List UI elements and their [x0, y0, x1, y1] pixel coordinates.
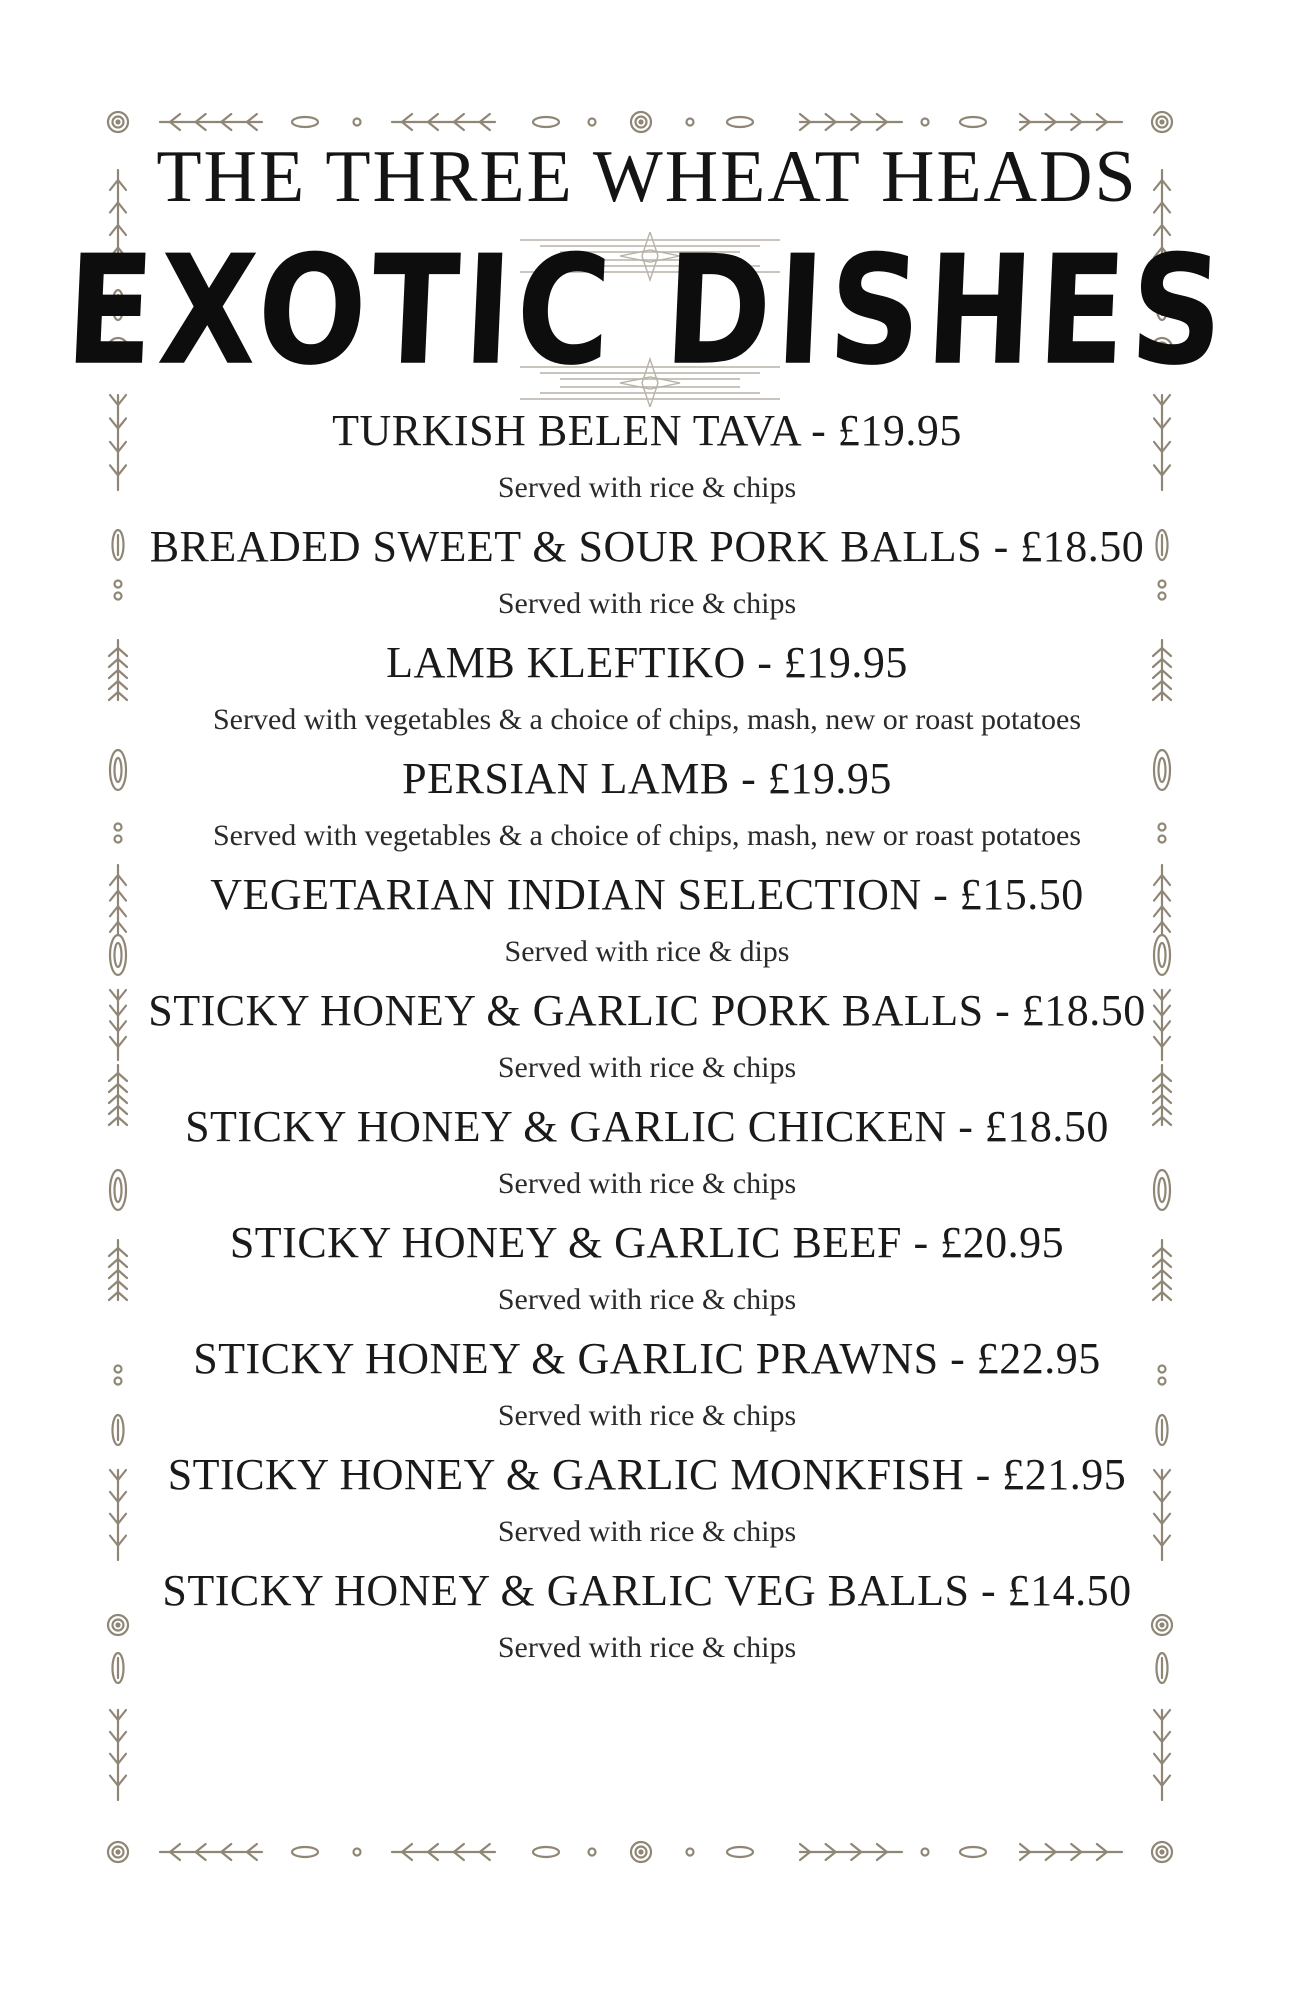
menu-item: [110, 635, 1184, 751]
item-name: STICKY HONEY & GARLIC CHICKEN - £18.50: [185, 1102, 1109, 1151]
item-description: Served with rice & chips: [497, 587, 797, 620]
item-description: Served with rice & chips: [497, 1631, 797, 1664]
dot-ornament: [687, 1849, 694, 1856]
item-description: Served with rice & chips: [497, 471, 797, 504]
item-description: Served with rice & chips: [497, 1515, 797, 1548]
item-name: PERSIAN LAMB - £19.95: [402, 754, 892, 803]
item-name: STICKY HONEY & GARLIC VEG BALLS - £14.50: [162, 1566, 1132, 1615]
leaf-ornament: [533, 1847, 559, 1857]
menu-list: [110, 403, 1184, 1679]
leaf-ornament: [533, 117, 559, 127]
item-name: BREADED SWEET & SOUR PORK BALLS - £18.50: [149, 522, 1145, 571]
leaf-ornament: [960, 117, 986, 127]
menu-item: [110, 751, 1184, 867]
menu-item: [110, 867, 1184, 983]
dot-ornament: [687, 119, 694, 126]
dot-ornament: [354, 119, 361, 126]
item-description: Served with rice & chips: [497, 1399, 797, 1432]
dot-ornament: [354, 1849, 361, 1856]
item-description: Served with rice & dips: [504, 935, 790, 968]
menu-item: [110, 519, 1184, 635]
dot-ornament: [922, 119, 929, 126]
spiral-ornament: [640, 121, 643, 124]
menu-item: [110, 1447, 1184, 1563]
item-description: Served with rice & chips: [497, 1283, 797, 1316]
dot-ornament: [589, 119, 596, 126]
leaf-ornament: [292, 1847, 318, 1857]
leaf-ornament: [727, 117, 753, 127]
item-name: VEGETARIAN INDIAN SELECTION - £15.50: [210, 870, 1084, 919]
item-name: TURKISH BELEN TAVA - £19.95: [332, 406, 962, 455]
dot-ornament: [922, 1849, 929, 1856]
item-name: STICKY HONEY & GARLIC PRAWNS - £22.95: [193, 1334, 1101, 1383]
spiral-ornament: [1161, 121, 1164, 124]
spiral-ornament: [640, 1851, 643, 1854]
restaurant-name: THE THREE WHEAT HEADS: [156, 136, 1138, 218]
menu-item: [110, 1563, 1184, 1679]
spiral-ornament: [1161, 1851, 1164, 1854]
menu-item: [110, 1215, 1184, 1331]
leaf-ornament: [292, 117, 318, 127]
menu-item: [110, 1331, 1184, 1447]
item-name: LAMB KLEFTIKO - £19.95: [386, 638, 908, 687]
menu-title: EXOTIC DISHES: [62, 223, 1232, 400]
menu-item: [110, 403, 1184, 519]
item-name: STICKY HONEY & GARLIC MONKFISH - £21.95: [167, 1450, 1127, 1499]
item-description: Served with rice & chips: [497, 1051, 797, 1084]
item-name: STICKY HONEY & GARLIC BEEF - £20.95: [229, 1218, 1065, 1267]
item-description: Served with vegetables & a choice of chips, mash, new or roast potatoes: [212, 819, 1082, 852]
dot-ornament: [589, 1849, 596, 1856]
leaf-ornament: [960, 1847, 986, 1857]
leaf-ornament: [727, 1847, 753, 1857]
item-description: Served with vegetables & a choice of chips, mash, new or roast potatoes: [212, 703, 1082, 736]
item-description: Served with rice & chips: [497, 1167, 797, 1200]
spiral-ornament: [117, 1851, 120, 1854]
item-name: STICKY HONEY & GARLIC PORK BALLS - £18.50: [148, 986, 1146, 1035]
spiral-ornament: [117, 121, 120, 124]
menu-item: [110, 1099, 1184, 1215]
menu-item: [110, 983, 1184, 1099]
